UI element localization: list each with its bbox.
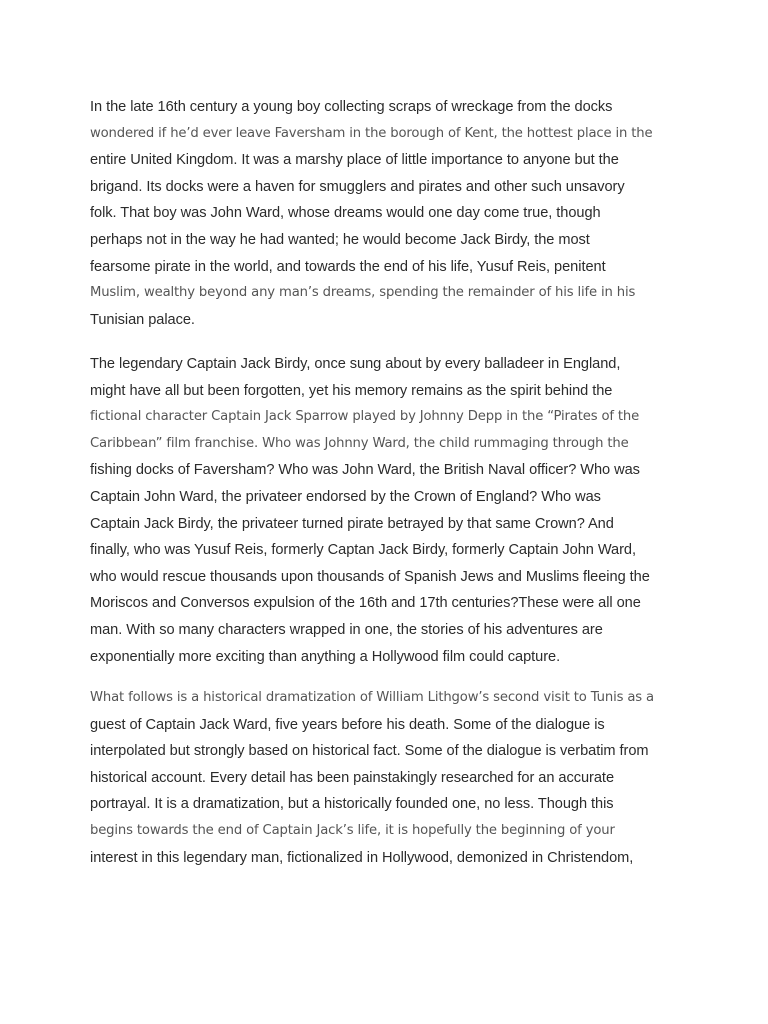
text-line: Captain Jack Birdy, the privateer turned pirate betrayed by that same Crown? And (90, 515, 614, 532)
text-line: who would rescue thousands upon thousands of Spanish Jews and Muslims fleeing the (90, 568, 650, 585)
text-line: folk. That boy was John Ward, whose dreams would one day come true, though (90, 205, 601, 222)
text-line: Tunisian palace. (90, 311, 195, 328)
text-line: man. With so many characters wrapped in one, the stories of his adventures are (90, 621, 603, 638)
text-line: fictional character Captain Jack Sparrow played by Johnny Depp in the “Pirates of the (90, 409, 640, 425)
text-line: wondered if he’d ever leave Faversham in the borough of Kent, the hottest place in the (90, 125, 653, 141)
paragraph-2 (90, 351, 690, 670)
text-line: What follows is a historical dramatization of William Lithgow’s second visit to Tunis as a (90, 690, 654, 705)
text-line: finally, who was Yusuf Reis, formerly Captan Jack Birdy, formerly Captain John Ward, (90, 542, 636, 559)
text-line: exponentially more exciting than anything a Hollywood film could capture. (90, 648, 561, 665)
text-line: Captain John Ward, the privateer endorsed by the Crown of England? Who was (90, 488, 601, 505)
text-line: fearsome pirate in the world, and towards the end of his life, Yusuf Reis, penitent (90, 258, 606, 275)
text-line: brigand. Its docks were a haven for smugglers and pirates and other such unsavory (90, 178, 625, 195)
text-line: guest of Captain Jack Ward, five years before his death. Some of the dialogue is (90, 716, 605, 733)
text-line: portrayal. It is a dramatization, but a historically founded one, no less. Though this (90, 796, 614, 813)
text-line: In the late 16th century a young boy collecting scraps of wreckage from the docks (90, 99, 613, 115)
paragraph-3 (90, 685, 690, 871)
text-line: The legendary Captain Jack Birdy, once sung about by every balladeer in England, (90, 356, 621, 372)
paragraph-1 (90, 94, 690, 333)
text-line: perhaps not in the way he had wanted; he would become Jack Birdy, the most (90, 231, 590, 248)
text-line: Muslim, wealthy beyond any man’s dreams, spending the remainder of his life in his (90, 285, 636, 301)
text-line: interpolated but strongly based on historical fact. Some of the dialogue is verbatim from (90, 743, 649, 760)
text-line: Moriscos and Conversos expulsion of the 16th and 17th centuries?These were all one (90, 595, 641, 612)
text-line: Caribbean” film franchise. Who was Johnny Ward, the child rummaging through the (90, 435, 629, 451)
text-line: historical account. Every detail has been painstakingly researched for an accurate (90, 769, 615, 786)
text-line: entire United Kingdom. It was a marshy place of little importance to anyone but the (90, 152, 619, 169)
text-line: begins towards the end of Captain Jack’s life, it is hopefully the beginning of your (90, 822, 615, 838)
text-line: interest in this legendary man, fictionalized in Hollywood, demonized in Christendom, (90, 849, 634, 866)
text-line: might have all but been forgotten, yet his memory remains as the spirit behind the (90, 382, 613, 399)
text-line: fishing docks of Faversham? Who was John Ward, the British Naval officer? Who was (90, 462, 640, 479)
